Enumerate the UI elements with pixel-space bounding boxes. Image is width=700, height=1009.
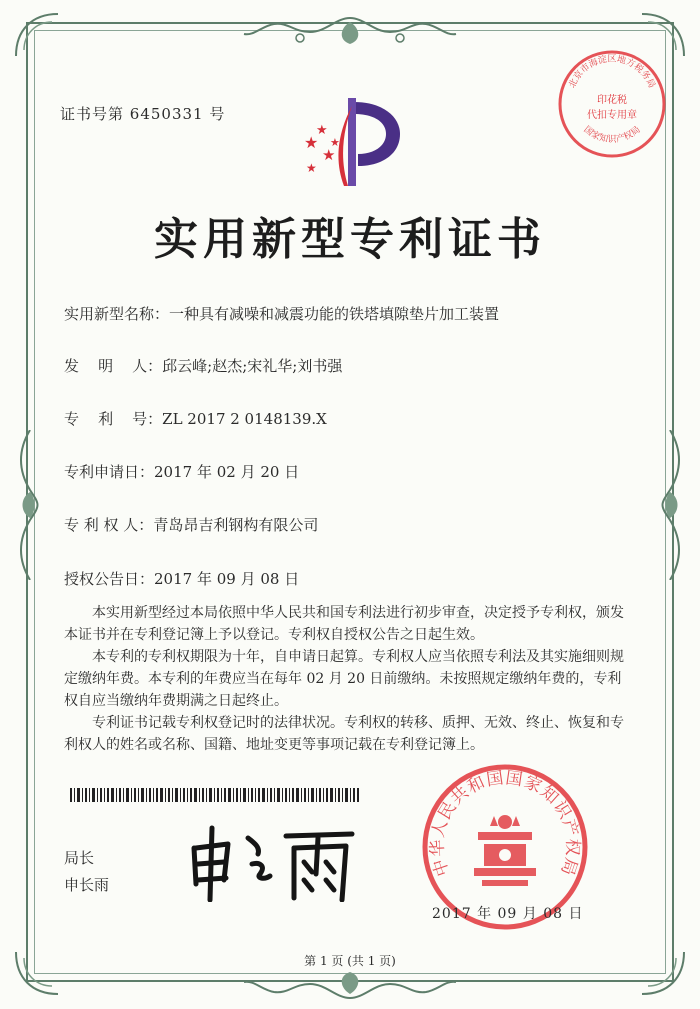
field-filing-date: [64, 461, 299, 482]
tax-stamp: [556, 48, 668, 160]
field-label-grant-date: 授权公告日：: [64, 570, 155, 588]
top-ornament: [240, 14, 460, 48]
patent-office-logo: [296, 94, 410, 190]
certificate-number-suffix: 号: [209, 105, 226, 123]
field-grant-date: [64, 568, 299, 589]
svg-text:北京市海淀区地方税务局: 北京市海淀区地方税务局: [567, 54, 657, 90]
svg-text:★: ★: [316, 123, 328, 138]
bottom-ornament: [240, 968, 460, 1002]
field-patentee: [64, 514, 318, 535]
certificate-number-value: 6450331: [129, 105, 204, 123]
page-number: 第 1 页 (共 1 页): [304, 954, 396, 968]
issue-date: 2017 年 09 月 08 日: [432, 906, 584, 922]
corner-ornament-tl: [12, 10, 62, 60]
field-label-patentee: 专 利 权 人：: [64, 516, 154, 534]
right-ornament: [660, 430, 690, 580]
svg-text:★: ★: [322, 146, 336, 164]
certificate-number: [60, 103, 225, 124]
svg-text:★: ★: [306, 161, 317, 175]
barcode: [70, 788, 360, 802]
director-name: 申长雨: [64, 876, 110, 894]
svg-text:印花税: 印花税: [597, 95, 627, 106]
field-inventor: [64, 355, 342, 376]
paragraph-term: 本专利的专利权期限为十年，自申请日起算。专利权人应当依照专利法及其实施细则规定缴纳年费。本专利的年费应当在每年 02 月 20 日前缴纳。未按照规定缴纳年费的，专利权自应当缴纳年费期满之日起终止。: [64, 649, 624, 709]
certificate-number-label: 证书号第: [60, 105, 125, 123]
svg-text:★: ★: [330, 136, 340, 149]
svg-text:中华人民共和国国家知识产权局: 中华人民共和国国家知识产权局: [427, 768, 583, 879]
field-value-patent-number: ZL 2017 2 0148139.X: [162, 410, 327, 428]
svg-text:★: ★: [304, 133, 319, 152]
director-title: 局长: [64, 849, 95, 867]
field-value-filing-date: 2017 年 02 月 20 日: [154, 463, 300, 481]
svg-text:代扣专用章: 代扣专用章: [587, 110, 637, 121]
field-value-patentee: 青岛昂吉利钢构有限公司: [153, 516, 319, 534]
signature: [186, 818, 356, 902]
paragraph-legal-status: 专利证书记载专利权登记时的法律状况。专利权的转移、质押、无效、终止、恢复和专利权人的姓名或名称、国籍、地址变更等事项记载在专利登记簿上。: [64, 715, 624, 753]
field-label-inventor: 发 明 人：: [64, 357, 163, 375]
field-patent-number: [64, 408, 327, 429]
field-value-name: 一种具有减噪和减震功能的铁塔填隙垫片加工装置: [169, 305, 500, 323]
field-value-inventor: 邱云峰;赵杰;宋礼华;刘书强: [162, 357, 343, 375]
left-ornament: [10, 430, 40, 580]
page-title: 实用新型专利证书: [154, 214, 546, 265]
svg-text:国家知识产权局: 国家知识产权局: [581, 124, 643, 145]
field-utility-model-name: [64, 303, 499, 324]
field-label-name: 实用新型名称：: [64, 305, 170, 323]
field-value-grant-date: 2017 年 09 月 08 日: [154, 570, 300, 588]
field-label-filing-date: 专利申请日：: [64, 463, 155, 481]
paragraph-grant: 本实用新型经过本局依照中华人民共和国专利法进行初步审查，决定授予专利权，颁发本证书并在专利登记簿上予以登记。专利权自授权公告之日起生效。: [64, 605, 624, 643]
field-label-patent-number: 专 利 号：: [64, 410, 163, 428]
